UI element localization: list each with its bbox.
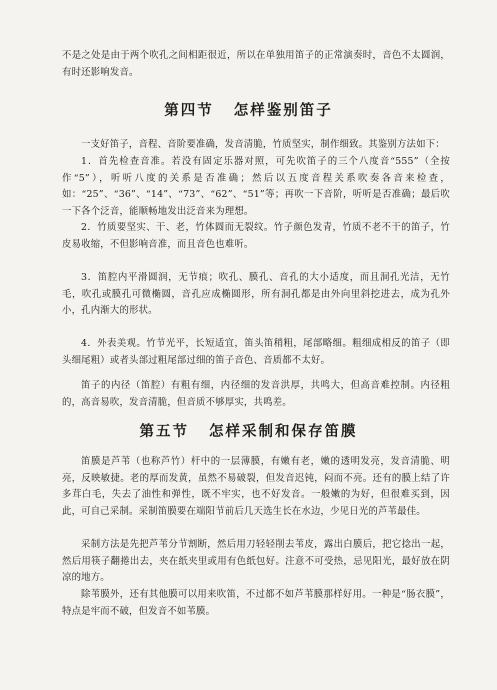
paragraph: 笛膜是芦苇（也称芦竹）杆中的一层薄膜，有嫩有老，嫩的透明发亮，发音清脆、明亮，反映敏捷。老的厚而发黄，虽然不易破裂，但发音迟钝，闷而不亮。还有的膜上结了许多茸白毛，失去了油性和弹性，既不牢实，也不好发音。一般嫩的为好，但很难买到，因此，可自己采制。采制笛膜要在端阳节前后几天选生长在水边，少见日光的芦苇最佳。 [62,456,450,517]
paragraph-continued: 不是之处是由于两个吹孔之间相距很近，所以在单独用笛子的正常演奏时，音色不太圆润，有时还影响发音。 [62,50,450,78]
paragraph: 采制方法是先把芦苇分节割断，然后用刀轻轻削去苇皮，露出白膜后，把它捻出一起，然后用筷子翻捲出去，夹在纸夹里或用有色纸包好。注意不可受热，忌见阳光，最好放在阴凉的地方。 [62,539,450,584]
section-number: 第四节 [164,103,214,119]
paragraph: 1．首先检查音准。若没有固定乐器对照，可先吹笛子的三个八度音“555”（全按作“5”），听听八度的关系是否准确；然后以五度音程关系吹奏各音来检查，如：“25”、“36”、“14”、“73”、“62”、“51”等；再吹一下音阶，听听是否准确；最后吹一下各个泛音，能顺畅地发出泛音来为理想。 [62,156,450,217]
section-heading-4 [0,99,497,120]
paragraph: 3．笛腔内平滑圆润，无节痕；吹孔、膜孔、音孔的大小适度，而且洞孔光洁，无竹毛，吹孔或膜孔可微椭圆，音孔应成椭圆形，所有洞孔都是由外向里斜挖进去，成为孔外小，孔内渐大的形状。 [62,272,450,317]
section-number: 第五节 [139,424,189,440]
section-title: 怎样采制和保存笛膜 [209,424,358,440]
section-heading-5 [0,420,497,441]
paragraph: 除苇膜外，还有其他膜可以用来吹笛，不过都不如芦苇膜那样好用。一种是“肠衣膜”，特点是牢而不破，但发音不如苇膜。 [62,589,450,617]
paragraph: 笛子的内径（笛腔）有粗有细，内径细的发音洪厚，共鸣大，但高音难控制。内径粗的，高音易吹，发音清脆，但音质不够厚实，共鸣差。 [62,380,450,408]
paragraph: 4．外表美观。竹节光平，长短适宜，笛头笛稍粗，尾部略细。粗细成相反的笛子（即头细尾粗）或者头部过粗尾部过细的笛子音色、音质都不太好。 [62,338,450,366]
section-title: 怎样鉴别笛子 [233,103,333,119]
paragraph: 2．竹质要坚实、干、老，竹体圆而无裂纹。竹子颜色发青，竹质不老不干的笛子，竹皮易收缩，不但影响音准，而且音色也难听。 [62,222,450,250]
paragraph: 一支好笛子，音程、音阶要准确，发音清脆，竹质坚实，制作细致。其鉴别方法如下： [81,139,445,150]
